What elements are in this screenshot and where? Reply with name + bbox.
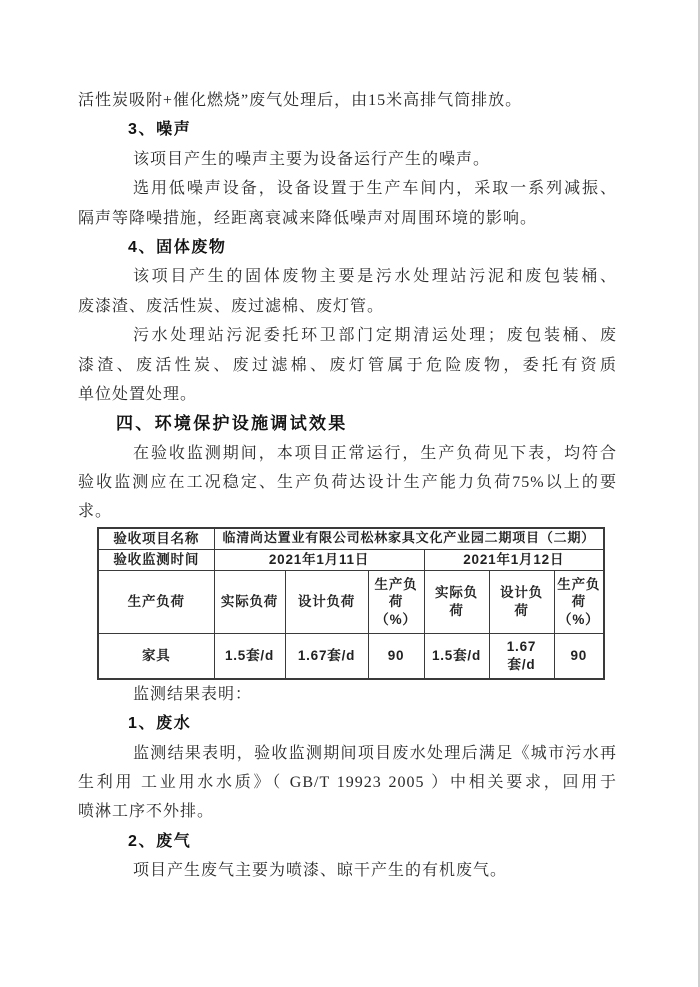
project-name-label-cell: 验收项目名称 xyxy=(98,528,214,549)
section-heading-wastewater: 1、废水 xyxy=(128,715,192,733)
text-line: 项目产生废气主要为喷漆、晾干产生的有机废气。 xyxy=(133,862,508,880)
text-line: 污水处理站污泥委托环卫部门定期清运处理；废包装桶、废 xyxy=(133,327,617,345)
text-line: 漆渣、废活性炭、废过滤棉、废灯管属于危险废物，委托有资质 xyxy=(78,356,617,374)
text-line: 活性炭吸附+催化燃烧”废气处理后，由15米高排气筒排放。 xyxy=(78,92,523,109)
load-percent-header-day2-cell xyxy=(554,570,604,633)
design-load-header-day1-cell: 设计负荷 xyxy=(285,570,368,633)
text-line: 求。 xyxy=(78,503,113,521)
load-percent-unit: （%） xyxy=(558,611,600,627)
text-line: 喷淋工序不外排。 xyxy=(78,803,215,821)
text-line: 该项目产生的噪声主要为设备运行产生的噪声。 xyxy=(133,150,491,168)
load-percent-header-day1-cell xyxy=(368,570,424,633)
design-load-day2-cell xyxy=(489,633,554,679)
design-load-day2-value: 1.67套/d xyxy=(506,639,537,672)
actual-load-label: 实际负荷 xyxy=(435,585,478,618)
load-percent-day1-cell: 90 xyxy=(368,633,424,679)
section-heading-solid-waste: 4、固体废物 xyxy=(128,238,227,256)
text-line: 监测结果表明： xyxy=(133,685,253,703)
production-load-table-wrap xyxy=(78,527,617,680)
text-line: 监测结果表明，验收监测期间项目废水处理后满足《城市污水再 xyxy=(133,744,617,762)
monitor-date1-cell: 2021年1月11日 xyxy=(214,549,424,570)
load-header-cell: 生产负荷 xyxy=(98,570,214,633)
monitor-date2-cell: 2021年1月12日 xyxy=(424,549,604,570)
text-line: 在验收监测期间，本项目正常运行，生产负荷见下表，均符合 xyxy=(133,444,617,462)
section-heading-noise: 3、噪声 xyxy=(128,121,192,139)
actual-load-header-day1-cell: 实际负荷 xyxy=(214,570,285,633)
text-line: 生利用 工业用水水质》（ GB/T 19923 2005 ）中相关要求，回用于 xyxy=(78,774,617,792)
load-percent-unit: （%） xyxy=(375,611,417,627)
text-line: 隔声等降噪措施，经距离衰减来降低噪声对周围环境的影响。 xyxy=(78,209,538,227)
load-percent-label: 生产负荷 xyxy=(557,576,601,610)
chapter-heading-debug-effect: 四、环境保护设施调试效果 xyxy=(116,414,348,434)
design-load-label: 设计负荷 xyxy=(500,585,543,618)
load-percent-day2-cell: 90 xyxy=(554,633,604,679)
product-cell: 家具 xyxy=(98,633,214,679)
document-content xyxy=(78,86,617,886)
monitor-time-label-cell: 验收监测时间 xyxy=(98,549,214,570)
project-name-cell: 临清尚达置业有限公司松林家具文化产业园二期项目（二期） xyxy=(214,528,604,549)
section-heading-waste-gas: 2、废气 xyxy=(128,832,192,850)
actual-load-header-day2-cell xyxy=(424,570,489,633)
actual-load-day2-cell: 1.5套/d xyxy=(424,633,489,679)
text-line: 该项目产生的固体废物主要是污水处理站污泥和废包装桶、 xyxy=(133,268,617,286)
design-load-day1-cell: 1.67套/d xyxy=(285,633,368,679)
text-line: 验收监测应在工况稳定、生产负荷达设计生产能力负荷75%以上的要 xyxy=(78,474,617,492)
actual-load-day1-cell: 1.5套/d xyxy=(214,633,285,679)
text-line: 废漆渣、废活性炭、废过滤棉、废灯管。 xyxy=(78,297,385,315)
load-percent-label: 生产负荷 xyxy=(374,576,418,610)
design-load-header-day2-cell xyxy=(489,570,554,633)
text-line: 单位处置处理。 xyxy=(78,385,198,403)
text-line: 选用低噪声设备，设备设置于生产车间内，采取一系列减振、 xyxy=(133,180,617,198)
production-load-table xyxy=(97,527,605,680)
